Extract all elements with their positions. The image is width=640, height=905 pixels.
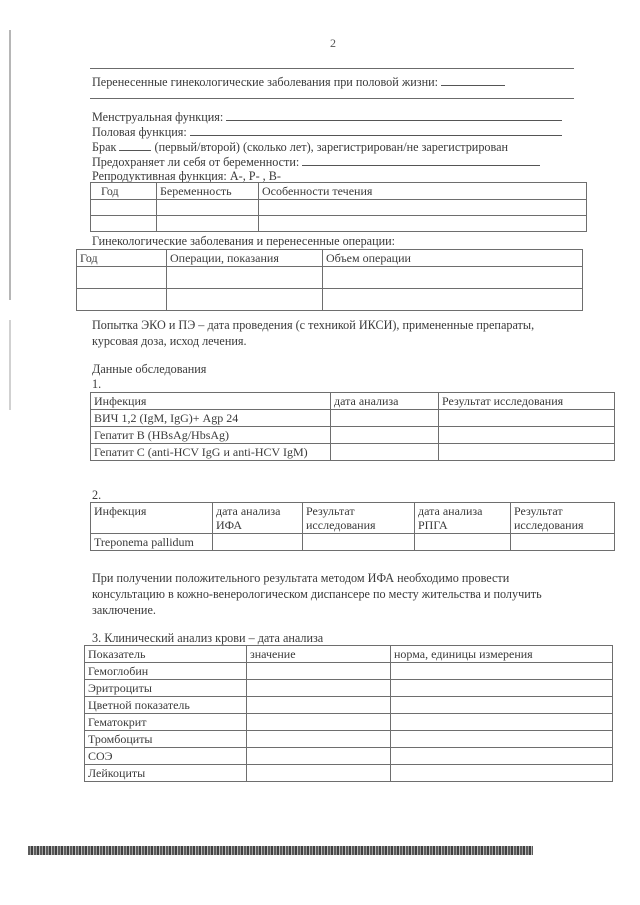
table-cell[interactable]	[439, 410, 615, 427]
scan-bottom-strip	[28, 846, 533, 855]
table-header-row	[91, 393, 615, 410]
table-cell[interactable]	[511, 534, 615, 551]
table-cell[interactable]	[247, 714, 391, 731]
table-cell[interactable]	[439, 444, 615, 461]
header-cell: значение	[247, 646, 391, 663]
table-cell[interactable]	[391, 765, 613, 782]
table-cell: Гепатит В (HBsAg/HbsAg)	[91, 427, 331, 444]
header-cell: Год	[91, 183, 157, 200]
table-header-row	[91, 183, 587, 200]
eco-paragraph: Попытка ЭКО и ПЭ – дата проведения (с техникой ИКСИ), примененные препараты, курсовая доза, исход лечения.	[92, 318, 535, 348]
table-cell[interactable]	[157, 216, 259, 232]
scan-edge-mark	[9, 320, 11, 410]
contraception-label: Предохраняет ли себя от беременности:	[92, 155, 300, 169]
table-row	[77, 267, 583, 289]
table-cell: Гемоглобин	[85, 663, 247, 680]
table-cell[interactable]	[439, 427, 615, 444]
table-cell[interactable]	[91, 216, 157, 232]
table-header-row	[85, 646, 613, 663]
table-cell[interactable]	[247, 748, 391, 765]
table-cell[interactable]	[167, 289, 323, 311]
contraception-field	[92, 154, 540, 170]
contraception-blank[interactable]	[302, 154, 540, 166]
menstrual-field	[92, 109, 562, 125]
infections-table	[90, 392, 615, 461]
header-cell: Особенности течения	[259, 183, 587, 200]
surgery-heading: Гинекологические заболевания и перенесенные операции:	[92, 234, 396, 248]
table-cell[interactable]	[157, 200, 259, 216]
table-cell[interactable]	[391, 697, 613, 714]
table-cell[interactable]	[259, 200, 587, 216]
table-row	[91, 200, 587, 216]
marriage-blank[interactable]	[119, 139, 151, 151]
table-cell: Тромбоциты	[85, 731, 247, 748]
header-cell: Беременность	[157, 183, 259, 200]
table-cell[interactable]	[415, 534, 511, 551]
reproductive-table	[90, 182, 587, 232]
table-cell[interactable]	[91, 200, 157, 216]
table-cell[interactable]	[77, 267, 167, 289]
table-cell[interactable]	[323, 267, 583, 289]
table-row	[91, 427, 615, 444]
header-cell: Результат исследования	[511, 503, 615, 534]
header-cell: дата анализа РПГА	[415, 503, 511, 534]
marriage-rest: (первый/второй) (сколько лет), зарегистрирован/не зарегистрирован	[154, 140, 509, 154]
table-header-row	[77, 250, 583, 267]
table-cell[interactable]	[247, 680, 391, 697]
header-cell: Результат исследования	[303, 503, 415, 534]
header-cell: Операции, показания	[167, 250, 323, 267]
menstrual-label: Менструальная функция:	[92, 110, 224, 124]
table-cell[interactable]	[391, 748, 613, 765]
table-cell: Лейкоциты	[85, 765, 247, 782]
header-cell: Год	[77, 250, 167, 267]
table-cell: Цветной показатель	[85, 697, 247, 714]
treponema-table	[90, 502, 615, 551]
sexual-field	[92, 124, 562, 140]
table-cell[interactable]	[247, 765, 391, 782]
header-cell: Результат исследования	[439, 393, 615, 410]
table-cell: СОЭ	[85, 748, 247, 765]
table-cell[interactable]	[303, 534, 415, 551]
table-cell[interactable]	[391, 663, 613, 680]
table-cell[interactable]	[259, 216, 587, 232]
exam-table-2-number: 2.	[92, 488, 102, 502]
table-cell[interactable]	[391, 714, 613, 731]
table-cell[interactable]	[331, 410, 439, 427]
scan-edge-mark	[9, 30, 11, 300]
blood-test-heading: 3. Клинический анализ крови – дата анализа	[92, 631, 324, 645]
table-row	[85, 748, 613, 765]
table-cell[interactable]	[77, 289, 167, 311]
gyn-diseases-field	[92, 74, 505, 90]
table-row	[91, 444, 615, 461]
positive-result-note: При получении положительного результата методом ИФА необходимо провести консультацию в кожно-венерологическом диспансере по месту жительства и получить заключение.	[92, 571, 542, 617]
table-cell[interactable]	[247, 731, 391, 748]
gyn-diseases-label: Перенесенные гинекологические заболевания при половой жизни:	[92, 75, 439, 89]
exam-heading: Данные обследования	[92, 362, 207, 376]
exam-table-1-number: 1.	[92, 377, 102, 391]
table-cell[interactable]	[213, 534, 303, 551]
table-cell[interactable]	[167, 267, 323, 289]
header-cell: дата анализа	[331, 393, 439, 410]
table-cell[interactable]	[247, 663, 391, 680]
table-header-row	[91, 503, 615, 534]
table-row	[85, 663, 613, 680]
table-cell: Гематокрит	[85, 714, 247, 731]
gyn-diseases-blank[interactable]	[441, 74, 505, 86]
table-cell[interactable]	[331, 427, 439, 444]
header-cell: Инфекция	[91, 393, 331, 410]
table-cell: ВИЧ 1,2 (IgM, IgG)+ Agp 24	[91, 410, 331, 427]
table-cell: Эритроциты	[85, 680, 247, 697]
rule-line	[90, 68, 574, 69]
table-cell: Гепатит С (anti-HCV IgG и anti-HCV IgM)	[91, 444, 331, 461]
header-cell: Показатель	[85, 646, 247, 663]
table-cell[interactable]	[391, 680, 613, 697]
table-cell[interactable]	[391, 731, 613, 748]
menstrual-blank[interactable]	[226, 109, 562, 121]
table-cell[interactable]	[331, 444, 439, 461]
table-row	[91, 534, 615, 551]
sexual-blank[interactable]	[190, 124, 562, 136]
table-row	[85, 697, 613, 714]
table-row	[91, 216, 587, 232]
header-cell: Объем операции	[323, 250, 583, 267]
table-cell: Treponema pallidum	[91, 534, 213, 551]
page-number: 2	[330, 36, 336, 50]
marriage-label: Брак	[92, 140, 117, 154]
table-row	[77, 289, 583, 311]
table-row	[85, 765, 613, 782]
table-cell[interactable]	[247, 697, 391, 714]
table-row	[85, 731, 613, 748]
table-row	[85, 680, 613, 697]
header-cell: дата анализа ИФА	[213, 503, 303, 534]
rule-line	[90, 98, 574, 99]
blood-test-table	[84, 645, 613, 782]
sexual-label: Половая функция:	[92, 125, 187, 139]
header-cell: норма, единицы измерения	[391, 646, 613, 663]
marriage-field	[92, 139, 508, 155]
reproductive-label: Репродуктивная функция: А-, Р- , В-	[92, 169, 281, 183]
header-cell: Инфекция	[91, 503, 213, 534]
table-row	[85, 714, 613, 731]
table-cell[interactable]	[323, 289, 583, 311]
table-row	[91, 410, 615, 427]
surgery-table	[76, 249, 583, 311]
